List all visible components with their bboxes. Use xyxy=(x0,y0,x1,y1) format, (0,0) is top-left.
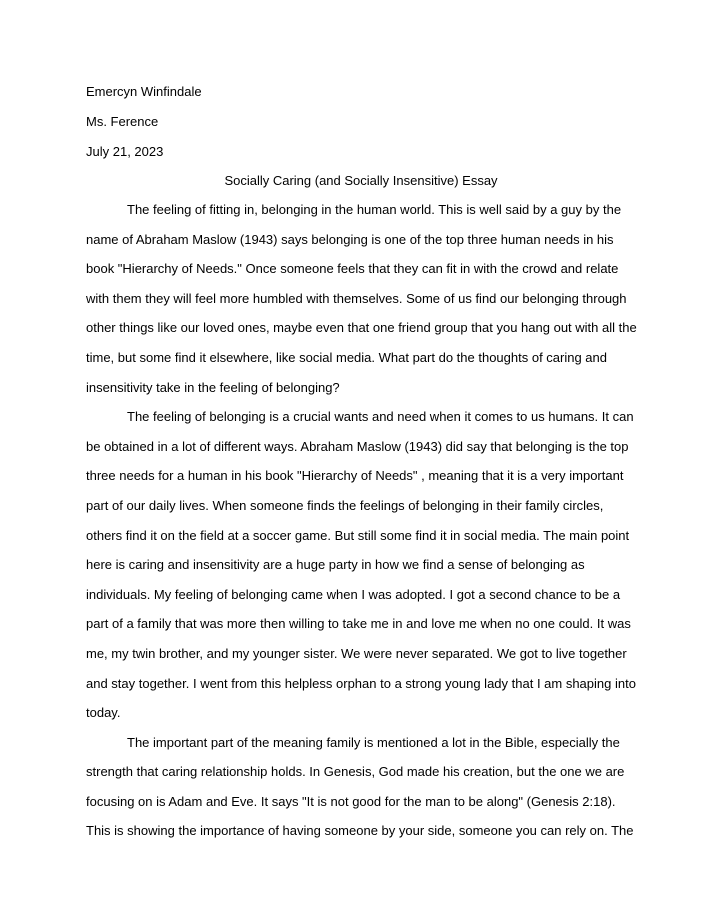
paragraph-line: and stay together. I went from this helpless orphan to a strong young lady that I am shaping into xyxy=(86,675,636,691)
paragraph-line: part of our daily lives. When someone finds the feelings of belonging in their family circles, xyxy=(86,497,604,513)
paragraph-line: others find it on the field at a soccer game. But still some find it in social media. The main point xyxy=(86,527,630,543)
essay-date: July 21, 2023 xyxy=(86,144,164,159)
paragraph-line: with them they will feel more humbled with themselves. Some of us find our belonging through xyxy=(86,290,627,306)
paragraph-line: book "Hierarchy of Needs." Once someone feels that they can fit in with the crowd and relate xyxy=(86,261,619,277)
paragraph-line: The feeling of belonging is a crucial wants and need when it comes to us humans. It can xyxy=(127,409,634,425)
paragraph-line: This is showing the importance of having someone by your side, someone you can rely on. The xyxy=(86,823,634,839)
paragraph-line: strength that caring relationship holds. In Genesis, God made his creation, but the one we are xyxy=(86,764,625,780)
author-name: Emercyn Winfindale xyxy=(86,84,202,99)
paragraph-line: part of a family that was more then willing to take me in and love me when no one could. It was xyxy=(86,616,631,632)
paragraph-line: focusing on is Adam and Eve. It says "It is not good for the man to be along" (Genesis 2:18). xyxy=(86,793,616,809)
paragraph-line: The feeling of fitting in, belonging in the human world. This is well said by a guy by the xyxy=(127,202,622,217)
paragraph-1 xyxy=(86,195,638,402)
essay-title: Socially Caring (and Socially Insensitive) Essay xyxy=(224,173,498,188)
paragraph-line: today. xyxy=(86,705,121,721)
paragraph-line: The important part of the meaning family is mentioned a lot in the Bible, especially the xyxy=(127,734,620,750)
paragraph-line: time, but some find it elsewhere, like social media. What part do the thoughts of caring and xyxy=(86,349,607,365)
paragraph-line: three needs for a human in his book "Hierarchy of Needs" , meaning that it is a very important xyxy=(86,468,624,484)
paragraph-line: name of Abraham Maslow (1943) says belonging is one of the top three human needs in his xyxy=(86,231,614,247)
paragraph-line: insensitivity take in the feeling of belonging? xyxy=(86,379,340,395)
paragraph-line: me, my twin brother, and my younger sister. We were never separated. We got to live together xyxy=(86,645,627,661)
teacher-name: Ms. Ference xyxy=(86,114,159,129)
paragraph-line: individuals. My feeling of belonging came when I was adopted. I got a second chance to be a xyxy=(86,586,621,602)
paragraph-line: be obtained in a lot of different ways. Abraham Maslow (1943) did say that belonging is the top xyxy=(86,438,629,454)
paragraph-line: other things like our loved ones, maybe even that one friend group that you hang out with all the xyxy=(86,320,637,336)
paragraph-line: here is caring and insensitivity are a huge party in how we find a sense of belonging as xyxy=(86,557,585,573)
paragraph-3 xyxy=(86,728,638,846)
essay-body xyxy=(86,195,638,846)
paragraph-2 xyxy=(86,402,638,728)
